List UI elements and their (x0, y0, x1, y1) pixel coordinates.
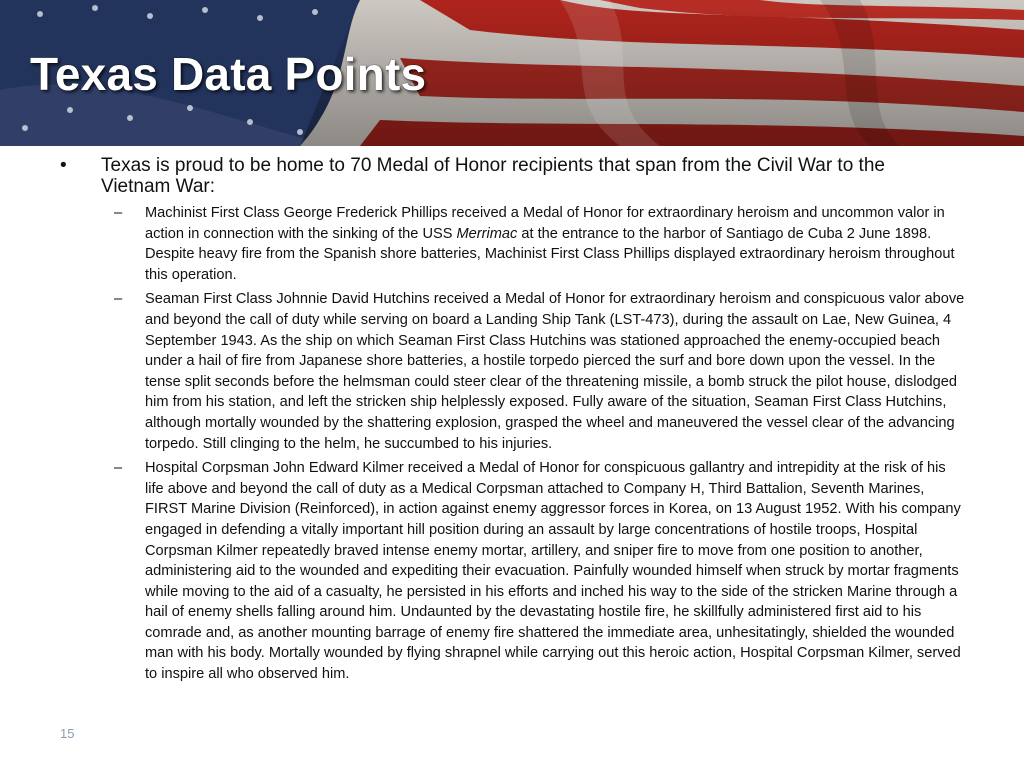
dash-marker: – (114, 291, 123, 308)
sub-bullet-text-part: Machinist First Class George Frederick Phillips received a Medal of Honor for extraordinary heroism and uncommon valor in action in connection with the sinking of the USS (145, 205, 945, 242)
slide-content (0, 155, 1024, 689)
list-item (0, 203, 965, 285)
flag-banner (0, 0, 1024, 146)
dash-marker: – (114, 460, 123, 477)
sub-bullet-text: Seaman First Class Johnnie David Hutchins received a Medal of Honor for extraordinary heroism and conspicuous valor above and beyond the call of duty while serving on board a Landing Ship Tank (LST-473), during the assault on Lae, New Guinea, 4 September 1943. As the ship on which Seaman First Class Hutchins was stationed approached the enemy-occupied beach under a hail of fire from Japanese shore batteries, a hostile torpedo pierced the surf and bore down upon the vessel. In the tense split seconds before the helmsman could steer clear of the threatening missile, a bomb struck the pilot house, dislodged him from his station, and left the stricken ship helplessly exposed. Fully aware of the situation, Seaman First Class Hutchins, although mortally wounded by the shattering explosion, grasped the wheel and maneuvered the vessel clear of the advancing torpedo. Still clinging to the helm, he succumbed to his injuries. (145, 291, 965, 452)
main-bullet (0, 155, 941, 197)
slide-title: Texas Data Points (30, 48, 427, 100)
sub-bullet-text: Hospital Corpsman John Edward Kilmer received a Medal of Honor for conspicuous gallantry and intrepidity at the risk of his life above and beyond the call of duty as a Medical Corpsman attached to Company H, Third Battalion, Seventh Marines, FIRST Marine Division (Reinforced), in action against enemy aggressor forces in Korea, on 13 August 1952. With his company engaged in defending a vitally important hill position during an assault by large concentrations of hostile troops, Hospital Corpsman Kilmer repeatedly braved intense enemy mortar, artillery, and sniper fire to move from one position to another, administering aid to the wounded and expediting their evacuation. Painfully wounded himself when struck by mortar fragments while moving to the aid of a casualty, he persisted in his efforts and inched his way to the side of the stricken Marine through a hail of enemy shells falling around him. Undaunted by the devastating hostile fire, he skillfully administered first aid to his comrade and, as another mounting barrage of enemy fire shattered the immediate area, unhesitatingly, shielded the wounded man with his body. Mortally wounded by flying shrapnel while carrying out this heroic action, Hospital Corpsman Kilmer, served to inspire all who observed him. (145, 460, 961, 683)
ship-name: Merrimac (456, 225, 518, 242)
sub-bullet-list (0, 203, 1024, 685)
bullet-icon: • (60, 155, 67, 176)
list-item (0, 458, 965, 685)
dash-marker: – (114, 205, 123, 221)
main-bullet-text: Texas is proud to be home to 70 Medal of Honor recipients that span from the Civil War to the Vietnam War: (101, 155, 885, 197)
list-item (0, 289, 965, 454)
page-number: 15 (60, 726, 75, 741)
sub-bullet-text-part: at the entrance to the harbor of Santiago de Cuba 2 June 1898. Despite heavy fire from the Spanish shore batteries, Machinist First Class Phillips displayed extraordinary heroism throughout this operation. (145, 225, 955, 283)
